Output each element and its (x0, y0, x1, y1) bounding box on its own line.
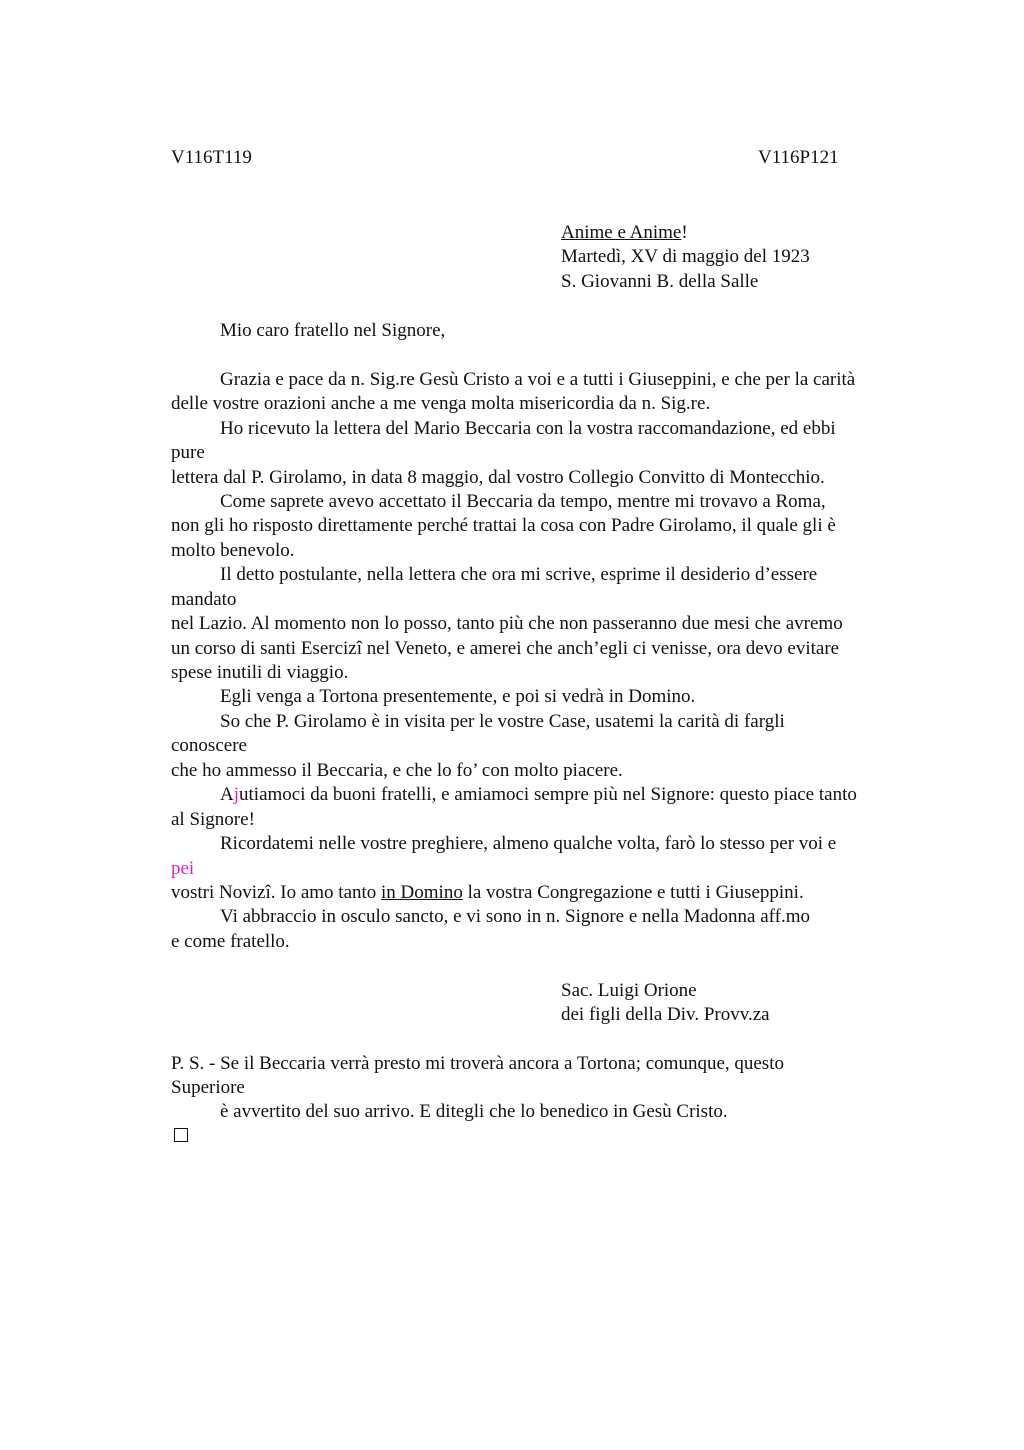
postscript-line: Superiore (171, 1077, 245, 1098)
highlighted-word: pei (171, 858, 195, 879)
body-line (220, 783, 857, 807)
body-line: Vi abbraccio in osculo sancto, e vi sono in n. Signore e nella Madonna aff.mo (220, 906, 811, 927)
body-line: molto benevolo. (171, 540, 295, 561)
body-line: Grazia e pace da n. Sig.re Gesù Cristo a voi e a tutti i Giuseppini, e che per la carità (220, 369, 856, 390)
letter-title (561, 221, 688, 245)
body-line: So che P. Girolamo è in visita per le vostre Case, usatemi la carità di fargli (220, 711, 785, 732)
body-line: Ho ricevuto la lettera del Mario Beccaria con la vostra raccomandazione, ed ebbi (220, 418, 836, 439)
document-code-left: V116T119 (171, 147, 252, 168)
body-line-part: A (220, 784, 234, 805)
letter-saint: S. Giovanni B. della Salle (561, 271, 759, 292)
body-line-part: vostri Novizî (171, 882, 271, 903)
body-line: e come fratello. (171, 931, 290, 952)
body-line: nel Lazio. Al momento non lo posso, tanto più che non passeranno due mesi che avremo (171, 613, 843, 634)
body-line: non gli ho risposto direttamente perché trattai la cosa con Padre Girolamo, il quale gli è (171, 515, 836, 536)
body-line (171, 637, 839, 661)
body-line (171, 881, 804, 905)
body-line: conoscere (171, 735, 247, 756)
underlined-phrase: in Domino (381, 882, 463, 903)
body-line-part: utiamoci da buoni fratelli, e amiamoci sempre più nel Signore: questo piace tanto (239, 784, 857, 805)
body-line-part: . Io amo tanto (270, 882, 382, 903)
body-line: mandato (171, 589, 237, 610)
salutation: Mio caro fratello nel Signore, (220, 320, 446, 341)
signature-name: Sac. Luigi Orione (561, 980, 697, 1001)
body-line-part: un corso di santi Esercizî (171, 638, 363, 659)
body-line: lettera dal P. Girolamo, in data 8 maggio, dal vostro Collegio Convitto di Montecchio. (171, 467, 825, 488)
body-line-part: nel Veneto, e amerei che anch’egli ci venisse, ora devo evitare (362, 638, 840, 659)
body-line: spese inutili di viaggio. (171, 662, 349, 683)
letter-date: Martedì, XV di maggio del 1923 (561, 246, 810, 267)
postscript-line: è avvertito del suo arrivo. E ditegli che lo benedico in Gesù Cristo. (220, 1101, 728, 1122)
body-line: che ho ammesso il Beccaria, e che lo fo’ con molto piacere. (171, 760, 623, 781)
highlighted-letter: j (233, 784, 240, 805)
letter-title-punct: ! (681, 222, 688, 243)
document-code-right: V116P121 (758, 147, 839, 168)
letter-title-text: Anime e Anime (561, 222, 682, 243)
body-line: Ricordatemi nelle vostre preghiere, almeno qualche volta, farò lo stesso per voi e (220, 833, 837, 854)
body-line: al Signore! (171, 809, 255, 830)
body-line: Il detto postulante, nella lettera che ora mi scrive, esprime il desiderio d’essere (220, 564, 818, 585)
body-line-part: la vostra Congregazione e tutti i Giuseppini. (462, 882, 804, 903)
postscript-line: P. S. - Se il Beccaria verrà presto mi troverà ancora a Tortona; comunque, questo (171, 1053, 784, 1074)
body-line: Egli venga a Tortona presentemente, e poi si vedrà in Domino. (220, 686, 696, 707)
body-line: delle vostre orazioni anche a me venga molta misericordia da n. Sig.re. (171, 393, 711, 414)
body-line: pure (171, 442, 205, 463)
end-square-icon (174, 1128, 188, 1142)
body-line: Come saprete avevo accettato il Beccaria da tempo, mentre mi trovavo a Roma, (220, 491, 826, 512)
signature-subtitle: dei figli della Div. Provv.za (561, 1004, 770, 1025)
